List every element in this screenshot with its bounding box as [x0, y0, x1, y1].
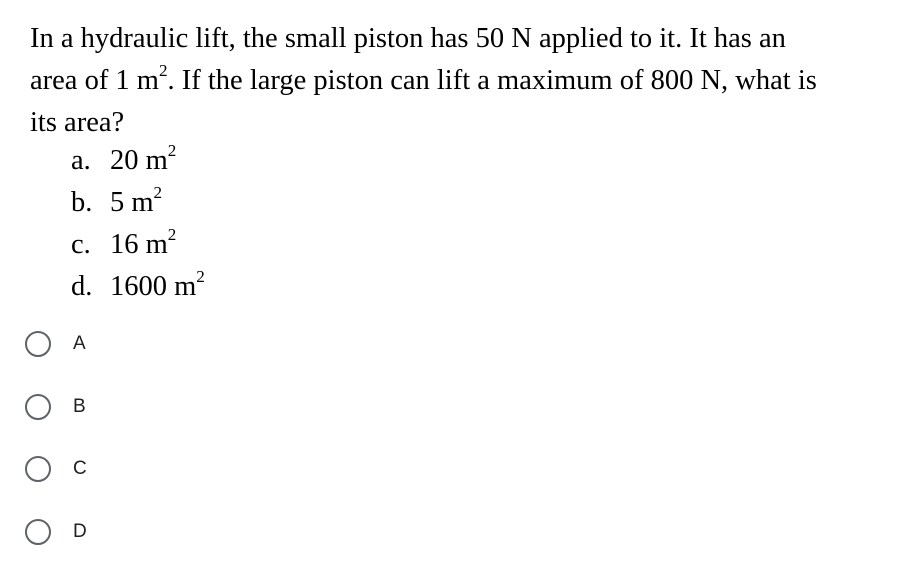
question-superscript: 2 [158, 60, 168, 80]
option-b [71, 182, 205, 224]
option-letter: d. [71, 271, 93, 302]
option-value: 1600 $m^2$ [110, 266, 205, 302]
radio-button-b[interactable] [25, 394, 51, 420]
choice-d[interactable] [23, 512, 87, 552]
option-value: 20 $m^2$ [110, 140, 177, 176]
option-a [71, 140, 205, 182]
question-line-1: In a hydraulic lift, the small piston has 50 N applied to it. It has an [30, 23, 786, 54]
option-letter: c. [71, 229, 91, 260]
question-line-3: its area? [30, 107, 125, 138]
option-value: 5 $m^2$ [110, 182, 163, 218]
choice-label-c[interactable]: C [73, 458, 87, 479]
radio-button-d[interactable] [25, 519, 51, 545]
answer-options-list [71, 140, 205, 308]
question-line-2-start: area of 1 m [30, 65, 159, 96]
choice-label-a[interactable]: A [73, 333, 86, 354]
option-letter: b. [71, 187, 93, 218]
choice-a[interactable] [23, 324, 87, 364]
radio-button-c[interactable] [25, 456, 51, 482]
question-line-2-end: . If the large piston can lift a maximum of 800 N, what is [167, 65, 817, 96]
option-letter: a. [71, 145, 91, 176]
choice-label-d[interactable]: D [73, 520, 87, 542]
radio-button-a[interactable] [25, 331, 51, 357]
choice-c[interactable] [23, 449, 87, 489]
option-c [71, 224, 205, 266]
choice-label-b[interactable]: B [73, 395, 86, 417]
option-value: 16 $m^2$ [110, 224, 177, 260]
question-text [30, 18, 900, 144]
radio-choice-group [23, 324, 87, 574]
choice-b[interactable] [23, 387, 87, 427]
option-d [71, 266, 205, 308]
